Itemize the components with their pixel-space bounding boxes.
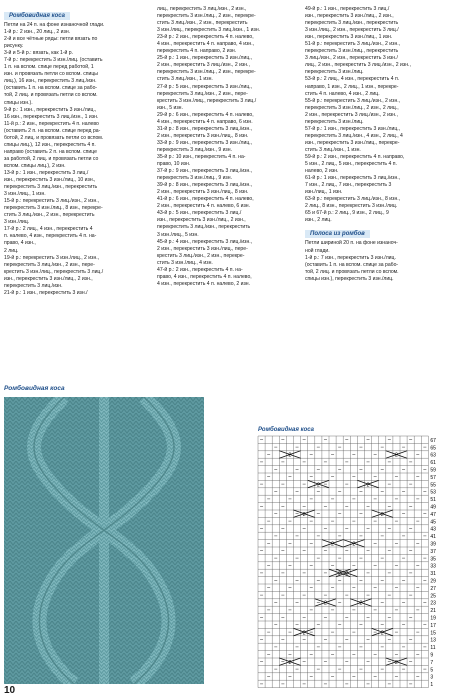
cable-label: 2	[395, 452, 398, 459]
text-line: 33-й р.: 9 изн., перекрестить 3 изн./лиц.,	[157, 139, 253, 146]
text-line: 23-й р.: 2 изн., перекрестить 4 п. налево,	[157, 34, 254, 41]
text-line: 2 изн., перекрестить 3 изн./лиц., 8 изн.	[157, 189, 249, 196]
text-line: изн., 5 изн.	[157, 104, 183, 111]
row-number: 67	[430, 437, 436, 444]
text-line: перекрестить 3 изн./лиц., перекрестить	[305, 48, 399, 55]
text-line: спицы изн.), перекрестить 3 изн./лиц.	[305, 275, 394, 282]
text-line: перекрестить 3 изн./лиц., 2 изн., 2 лиц.,	[305, 104, 399, 111]
text-line: 45-й р.: 4 изн., перекрестить 3 лиц./изн.,	[157, 238, 253, 245]
chart-title: Ромбовидная коса	[258, 427, 314, 433]
text-line: 2 изн., перекрестить 3 изн./лиц., 8 изн.	[157, 132, 249, 139]
text-line: перекрестить 3 лиц./изн., 9 изн.	[157, 146, 232, 153]
text-line: 51-й р.: перекрестить 3 лиц./изн., 2 изн.,	[305, 41, 401, 48]
text-line: 25-й р.: 1 изн., перекрестить 3 изн./лиц.,	[157, 55, 253, 62]
row-number: 27	[430, 585, 436, 592]
page-number: 10	[4, 685, 16, 696]
text-line: право, 4 изн., перекрестить 4 п. налево,	[157, 273, 252, 280]
text-line: 7 изн., 2 лиц., 7 изн., перекрестить 3	[305, 182, 392, 189]
text-line: (оставить 1 п. на вспом. спице за рабо-	[4, 85, 98, 92]
text-line: изн., перекрестить 3 изн./лиц., 10 изн.,	[4, 177, 96, 184]
photo-caption: Ромбовидная коса	[4, 385, 65, 392]
row-number: 51	[430, 497, 436, 504]
text-line: 3 изн./лиц., 2 изн., перекрестить 3 лиц./	[305, 27, 399, 34]
cable-label: 2	[395, 659, 398, 666]
text-line: лиц., 2 изн., перекрестить 3 лиц./изн., 2 изн.,	[305, 62, 411, 69]
text-line: (оставить 2 п. на вспом. спице перед ра-	[4, 127, 101, 134]
cable-label: 2	[345, 571, 349, 578]
row-number: 45	[430, 519, 436, 526]
row-number: 35	[430, 556, 436, 563]
text-line: крестить 3 изн./лиц., перекрестить 3 лиц./	[157, 97, 257, 104]
row-number: 13	[430, 637, 436, 644]
row-number: 49	[430, 504, 436, 511]
cable-label: 2	[338, 571, 342, 578]
text-line: п. налево, 4 изн., перекрестить 4 п. на-	[4, 233, 97, 240]
text-line: 41-й р.: 6 изн., перекрестить 4 п. налево,	[157, 196, 254, 203]
text-line: 4 изн., перекрестить 4 п. направо, 6 изн.	[157, 118, 253, 125]
text-line: 2 лиц.	[4, 247, 19, 254]
section-title-rhomb-cable: Ромбовидная коса	[4, 12, 70, 20]
text-line: 3 изн./лиц., 1 изн.	[4, 191, 46, 198]
cable-label: 2	[359, 600, 363, 607]
text-line: 3 изн./лиц., перекрестить 3 лиц./изн., 1 изн.	[157, 27, 261, 34]
text-line: 2 изн., перекрестить 3 лиц./изн., 2 изн.,	[305, 111, 398, 118]
section-title-diamond-strip: Полоса из ромбов	[305, 230, 370, 238]
row-number: 23	[430, 600, 436, 607]
text-line: перекрестить 3 лиц./изн., 2 изн., пере-	[4, 261, 95, 268]
row-number: 19	[430, 615, 436, 622]
cable-label: 2	[324, 600, 327, 607]
text-line: 17-й р.: 2 лиц., 4 изн., перекрестить 4	[4, 226, 93, 233]
text-line: 1-й р.: 2 изн., 20 лиц., 2 изн.	[4, 29, 71, 36]
text-line: 9-й р.: 1 изн., перекрестить 3 изн./лиц.,	[4, 106, 97, 113]
text-line: 13-й р.: 1 изн., перекрестить 3 лиц./	[4, 169, 89, 176]
text-line: налево, 2 изн.	[305, 168, 339, 175]
text-line: за работой, 2 лиц. и провязать петли со	[4, 155, 99, 162]
row-number: 63	[430, 452, 436, 459]
knitting-photo	[4, 397, 204, 684]
text-line: 4 изн., перекрестить 4 п. направо, 4 изн.,	[157, 41, 255, 48]
text-line: изн., перекрестить 3 изн./лиц., 2 изн.,	[305, 13, 394, 20]
text-line: 53-й р.: 2 лиц., 4 изн., перекрестить 4 п.	[305, 76, 400, 83]
text-line: изн./лиц., 1 изн.	[305, 189, 343, 196]
text-line: 2-й и все чётные ряды: петли вязать по	[4, 36, 98, 43]
text-line: 2 изн., перекрестить 4 п. налево, 6 изн.	[157, 203, 251, 210]
text-line: изн., перекрестить 3 изн./лиц., 2 изн.,	[4, 275, 93, 282]
text-line: (оставить 1 п. на вспом. спице за рабо-	[305, 261, 399, 268]
text-line: 29-й р.: 6 изн., перекрестить 4 п. налево,	[157, 111, 254, 118]
text-line: Петли шириной 20 п. на фоне изнаноч-	[305, 240, 398, 247]
text-line: 37-й р.: 9 изн., перекрестить 3 лиц./изн.,	[157, 168, 253, 175]
text-line: 4 изн., перекрестить 4 п. налево, 2 изн.	[157, 280, 251, 287]
cable-label: 2	[288, 452, 292, 459]
cable-label: 2	[331, 541, 334, 548]
text-line: изн., 2 лиц.	[305, 217, 332, 224]
text-line: перекрестить 3 изн./лиц., 2 изн., перекре-	[157, 69, 256, 76]
text-line: ботой, 2 лиц. и провязать петли со вспом.	[4, 134, 104, 141]
row-number: 29	[430, 578, 436, 585]
cable-label: 2	[316, 482, 320, 489]
text-line: право, 4 изн.,	[4, 240, 36, 247]
stitch-chart	[256, 434, 446, 691]
text-line: направо (оставить 2 п. на вспом. спице	[4, 148, 97, 155]
text-line: той, 2 лиц. и провязать петли со вспом.	[305, 268, 399, 275]
text-line: рисунку.	[4, 43, 24, 50]
row-number: 3	[430, 674, 434, 681]
text-line: 61-й р.: 1 изн., перекрестить 3 лиц./изн.,	[305, 175, 401, 182]
row-number: 21	[430, 608, 436, 615]
text-line: той, 2 лиц. и провязать петли со вспом.	[4, 92, 98, 99]
row-number: 39	[430, 541, 436, 548]
row-number: 41	[430, 534, 436, 541]
text-line: стить 3 лиц./изн., 1 изн.	[305, 146, 361, 153]
text-line: 7-й р.: перекрестить 3 изн./лиц. (оставить	[4, 57, 103, 64]
text-line: 35-й р.: 10 изн., перекрестить 4 п. на-	[157, 153, 246, 160]
text-line: 55-й р.: перекрестить 3 лиц./изн., 2 изн.,	[305, 97, 401, 104]
text-line: перекрестить 3 изн./лиц., 2 изн., перекре-	[157, 13, 256, 20]
row-number: 15	[430, 630, 436, 637]
row-number: 47	[430, 511, 436, 518]
text-line: перекрестить 3 лиц./изн., перекрестить	[157, 224, 251, 231]
text-line: изн., перекрестить 3 изн./лиц., 2 изн.,	[157, 217, 246, 224]
text-line: лиц.), 16 изн., перекрестить 3 лиц./изн.	[4, 78, 97, 85]
text-line: перекрестить 3 лиц./изн., 4 изн., 2 лиц., 4	[305, 132, 403, 139]
row-number: 59	[430, 467, 436, 474]
row-number: 11	[430, 645, 436, 652]
text-line: 11-й р.: 2 изн., перекрестить 4 п. налево	[4, 120, 99, 127]
text-line: право, 10 изн.	[157, 161, 191, 168]
text-line: 16 изн., перекрестить 3 лиц./изн., 1 изн.	[4, 113, 99, 120]
section-2-body	[305, 240, 447, 282]
column-3-body	[305, 6, 447, 224]
row-number: 7	[430, 659, 434, 666]
cable-label: 2	[380, 511, 384, 518]
text-line: стить 3 лиц./изн., 2 изн., перекрестить	[157, 20, 248, 27]
text-line: 1 п. на вспом. спице перед работой, 1	[4, 64, 94, 71]
text-line: 3 изн./лиц., 5 изн.	[157, 231, 199, 238]
text-line: вспом. спицы лиц.), 2 изн.	[4, 162, 66, 169]
text-line: 49-й р.: 1 изн., перекрестить 3 лиц./	[305, 6, 390, 12]
cable-label: 2	[302, 630, 306, 637]
text-line: изн., перекрестить 3 изн./лиц., 1 изн.	[305, 34, 393, 41]
text-line: крестить 3 лиц./изн., 2 изн., перекре-	[157, 252, 245, 259]
cable-label: 2	[366, 482, 370, 489]
row-number: 57	[430, 474, 436, 481]
text-line: 43-й р.: 5 изн., перекрестить 3 лиц./	[157, 210, 242, 217]
text-line: 39-й р.: 8 изн., перекрестить 3 лиц./изн.,	[157, 182, 253, 189]
text-line: изн., перекрестить 3 изн./лиц., перекре-	[305, 139, 400, 146]
text-line: спицы изн.).	[4, 99, 33, 106]
text-column-1	[4, 12, 147, 297]
column-2-body	[157, 6, 301, 288]
text-line: перекрестить 3 изн./лиц., 9 изн.	[157, 175, 232, 182]
text-column-3	[305, 6, 447, 283]
text-line: перекрестить 3 изн./лиц.	[305, 118, 364, 125]
cable-label: 2	[302, 511, 306, 518]
text-line: 19-й р.: перекрестить 3 изн./лиц., 2 изн.,	[4, 254, 100, 261]
text-line: перекрестить 4 п. направо, 2 изн.	[157, 48, 237, 55]
chart-grid	[258, 436, 428, 688]
text-line: 31-й р.: 8 изн., перекрестить 3 лиц./изн.,	[157, 125, 253, 132]
text-line: направо, 1 изн., 2 лиц., 1 изн., перекре-	[305, 83, 399, 90]
row-number: 55	[430, 482, 436, 489]
text-line: спицы лиц.), 12 изн., перекрестить 4 п.	[4, 141, 96, 148]
text-line: 3-й и 5-й р.: вязать, как 1-й р.	[4, 50, 74, 57]
text-line: крестить 3 изн./лиц., перекрестить 3 лиц./	[4, 268, 104, 275]
text-line: перекрестить 3 лиц./изн.	[4, 282, 63, 289]
text-line: 3 лиц./изн., 2 изн., перекрестить 3 изн./	[305, 55, 398, 62]
text-line: изн. и провязать петли со вспом. спицы	[4, 71, 98, 78]
text-line: ной глади.	[305, 247, 330, 254]
text-line: перекрестить 3 лиц./изн., перекрестить	[305, 20, 399, 27]
text-line: перекрестить 3 лиц./изн., перекрестить	[4, 184, 98, 191]
row-number: 1	[430, 682, 434, 689]
text-line: Петли на 24 п. на фоне изнаночной глади.	[4, 22, 105, 28]
text-line: 59-й р.: 2 изн., перекрестить 4 п. направо,	[305, 153, 405, 160]
text-line: 57-й р.: 1 изн., перекрестить 3 изн./лиц.,	[305, 125, 401, 132]
section-1-body	[4, 22, 147, 297]
row-number: 31	[430, 571, 436, 578]
text-line: лиц., перекрестить 3 лиц./изн., 2 изн.,	[157, 6, 247, 12]
text-line: 1-й р.: 7 изн., перекрестить 3 изн./лиц.	[305, 254, 396, 261]
text-line: перекрестить 3 изн./лиц., 8 изн., перекре-	[4, 205, 103, 212]
text-line: 2 лиц., 8 изн., перекрестить 3 изн./лиц.	[305, 203, 398, 210]
text-line: перекрестить 3 изн./лиц.	[305, 69, 364, 76]
text-line: 27-й р.: 5 изн., перекрестить 3 изн./лиц.,	[157, 83, 253, 90]
row-number: 17	[430, 622, 436, 629]
text-line: 63-й р.: перекрестить 3 лиц./изн., 8 изн.,	[305, 196, 401, 203]
row-number: 9	[430, 652, 434, 659]
text-line: стить 3 лиц./изн., 2 изн., перекрестить	[4, 212, 95, 219]
text-line: перекрестить 3 лиц./изн., 2 изн., пере-	[157, 90, 248, 97]
text-line: 21-й р.: 1 изн., перекрестить 3 изн./	[4, 289, 88, 296]
text-column-2	[157, 6, 301, 288]
cable-label: 2	[288, 659, 292, 666]
cable-label: 2	[352, 541, 356, 548]
row-number: 25	[430, 593, 436, 600]
row-number: 65	[430, 445, 436, 452]
row-number: 37	[430, 548, 436, 555]
text-line: стить 4 п. налево, 4 изн., 2 лиц.	[305, 90, 380, 97]
text-line: 15-й р.: перекрестить 3 лиц./изн., 2 изн.,	[4, 198, 100, 205]
text-line: стить 3 изн./лиц., 4 изн.	[157, 259, 213, 266]
text-line: 2 изн., перекрестить 3 лиц./изн., 2 изн.,	[157, 62, 250, 69]
row-number: 33	[430, 563, 436, 570]
row-number: 5	[430, 667, 434, 674]
text-line: 5 изн., 2 лиц., 5 изн., перекрестить 4 п.	[305, 161, 397, 168]
text-line: 3 изн./лиц.	[4, 219, 30, 226]
row-number: 43	[430, 526, 436, 533]
cable-label: 2	[380, 630, 384, 637]
row-number: 61	[430, 460, 436, 467]
text-line: 47-й р.: 2 изн., перекрестить 4 п. на-	[157, 266, 243, 273]
text-line: 65 и 67-й р.: 2 лиц., 9 изн., 2 лиц., 9	[305, 210, 389, 217]
text-line: 2 изн., перекрестить 3 изн./лиц., пере-	[157, 245, 248, 252]
text-line: стить 3 лиц./изн., 1 изн.	[157, 76, 213, 83]
row-number: 53	[430, 489, 436, 496]
